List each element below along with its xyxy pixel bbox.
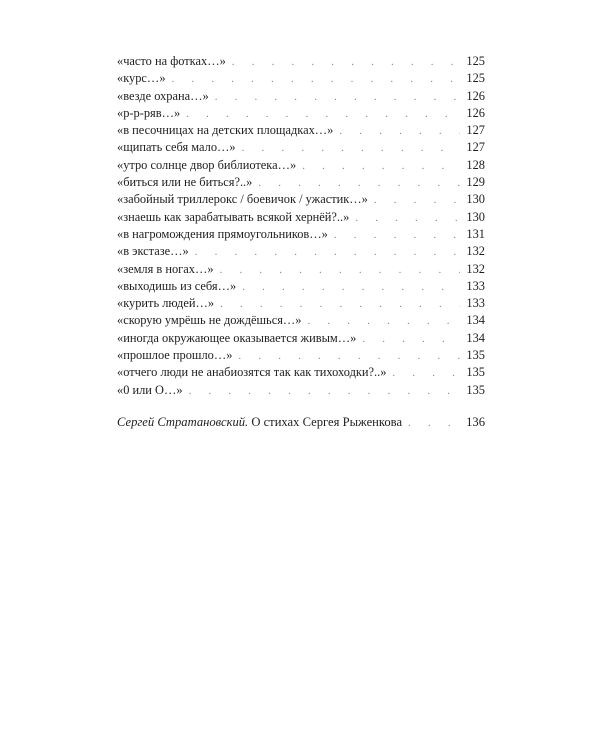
dot-leader	[232, 54, 460, 71]
dot-leader	[186, 106, 460, 123]
page-number: 126	[466, 105, 485, 120]
dot-leader	[172, 71, 460, 88]
poem-title: «выходишь из себя…»	[117, 278, 237, 293]
toc-row[interactable]	[117, 347, 485, 364]
dot-leader	[238, 348, 460, 365]
dot-leader	[408, 415, 460, 432]
table-of-contents	[117, 53, 485, 399]
dot-leader	[195, 244, 460, 261]
dot-leader	[392, 365, 460, 382]
afterword-essay-title: О стихах Сергея Рыженкова	[248, 415, 403, 429]
toc-row[interactable]	[117, 295, 485, 312]
page-number: 127	[466, 123, 485, 138]
poem-title: «в нагромождения прямоугольников…»	[117, 226, 328, 241]
poem-title: «курить людей…»	[117, 296, 215, 311]
poem-title: «иногда окружающее оказывается живым…»	[117, 330, 357, 345]
page-number: 134	[466, 313, 485, 328]
poem-title: «в экстазе…»	[117, 244, 189, 259]
poem-title: «земля в ногах…»	[117, 261, 214, 276]
dot-leader	[189, 383, 460, 400]
poem-title: «0 или О…»	[117, 382, 183, 397]
toc-row[interactable]	[117, 88, 485, 105]
page-number: 134	[466, 330, 485, 345]
toc-row[interactable]	[117, 105, 485, 122]
toc-row[interactable]	[117, 70, 485, 87]
poem-title: «в песочницах на детских площадках…»	[117, 123, 334, 138]
dot-leader	[339, 123, 460, 140]
dot-leader	[362, 331, 460, 348]
toc-row[interactable]	[117, 261, 485, 278]
toc-row[interactable]	[117, 191, 485, 208]
page-number: 136	[466, 415, 485, 429]
poem-title: «везде охрана…»	[117, 88, 209, 103]
poem-title: «отчего люди не анабиозятся так как тихоходки?..»	[117, 365, 387, 380]
page-number: 125	[466, 71, 485, 86]
toc-row[interactable]	[117, 174, 485, 191]
page-number: 131	[466, 226, 485, 241]
dot-leader	[242, 279, 460, 296]
toc-row[interactable]	[117, 139, 485, 156]
toc-row[interactable]	[117, 312, 485, 329]
dot-leader	[302, 158, 460, 175]
dot-leader	[242, 140, 460, 157]
dot-leader	[355, 210, 460, 227]
poem-title: «знаешь как зарабатывать всякой хернёй?..»	[117, 209, 350, 224]
poem-title: «курс…»	[117, 71, 166, 86]
poem-title: «скорую умрёшь не дождёшься…»	[117, 313, 302, 328]
dot-leader	[258, 175, 460, 192]
page-number: 128	[466, 157, 485, 172]
page-number: 125	[466, 54, 485, 68]
poem-title: «р-р-ряв…»	[117, 105, 181, 120]
toc-row[interactable]	[117, 226, 485, 243]
page-number: 132	[466, 244, 485, 259]
toc-row[interactable]	[117, 278, 485, 295]
toc-row[interactable]	[117, 122, 485, 139]
dot-leader	[334, 227, 460, 244]
page-number: 127	[466, 140, 485, 155]
poem-title: «биться или не биться?..»	[117, 175, 253, 190]
afterword-author: Сергей Стратановский.	[117, 415, 249, 429]
poem-title: «щипать себя мало…»	[117, 140, 236, 155]
dot-leader	[307, 313, 460, 330]
page-number: 135	[466, 348, 485, 363]
toc-row-afterword[interactable]	[117, 414, 485, 431]
toc-row[interactable]	[117, 53, 485, 70]
dot-leader	[374, 192, 460, 209]
dot-leader	[220, 296, 460, 313]
dot-leader	[215, 89, 460, 106]
toc-row[interactable]	[117, 330, 485, 347]
afterword-title	[117, 414, 402, 431]
poem-title: «утро солнце двор библиотека…»	[117, 157, 297, 172]
page-number: 133	[466, 296, 485, 311]
page-number: 130	[466, 209, 485, 224]
page-number: 135	[466, 365, 485, 380]
toc-row[interactable]	[117, 364, 485, 381]
afterword-entry	[117, 414, 485, 431]
poem-title: «часто на фотках…»	[117, 54, 226, 68]
poem-title: «прошлое прошло…»	[117, 348, 233, 363]
page-number: 129	[466, 175, 485, 190]
toc-row[interactable]	[117, 382, 485, 399]
page-number: 135	[466, 382, 485, 397]
toc-row[interactable]	[117, 209, 485, 226]
page-number: 133	[466, 278, 485, 293]
dot-leader	[220, 262, 460, 279]
toc-row[interactable]	[117, 243, 485, 260]
poem-title: «забойный триллерокс / боевичок / ужастик…»	[117, 192, 368, 207]
page-number: 132	[466, 261, 485, 276]
toc-row[interactable]	[117, 157, 485, 174]
page-number: 126	[466, 88, 485, 103]
page-number: 130	[466, 192, 485, 207]
